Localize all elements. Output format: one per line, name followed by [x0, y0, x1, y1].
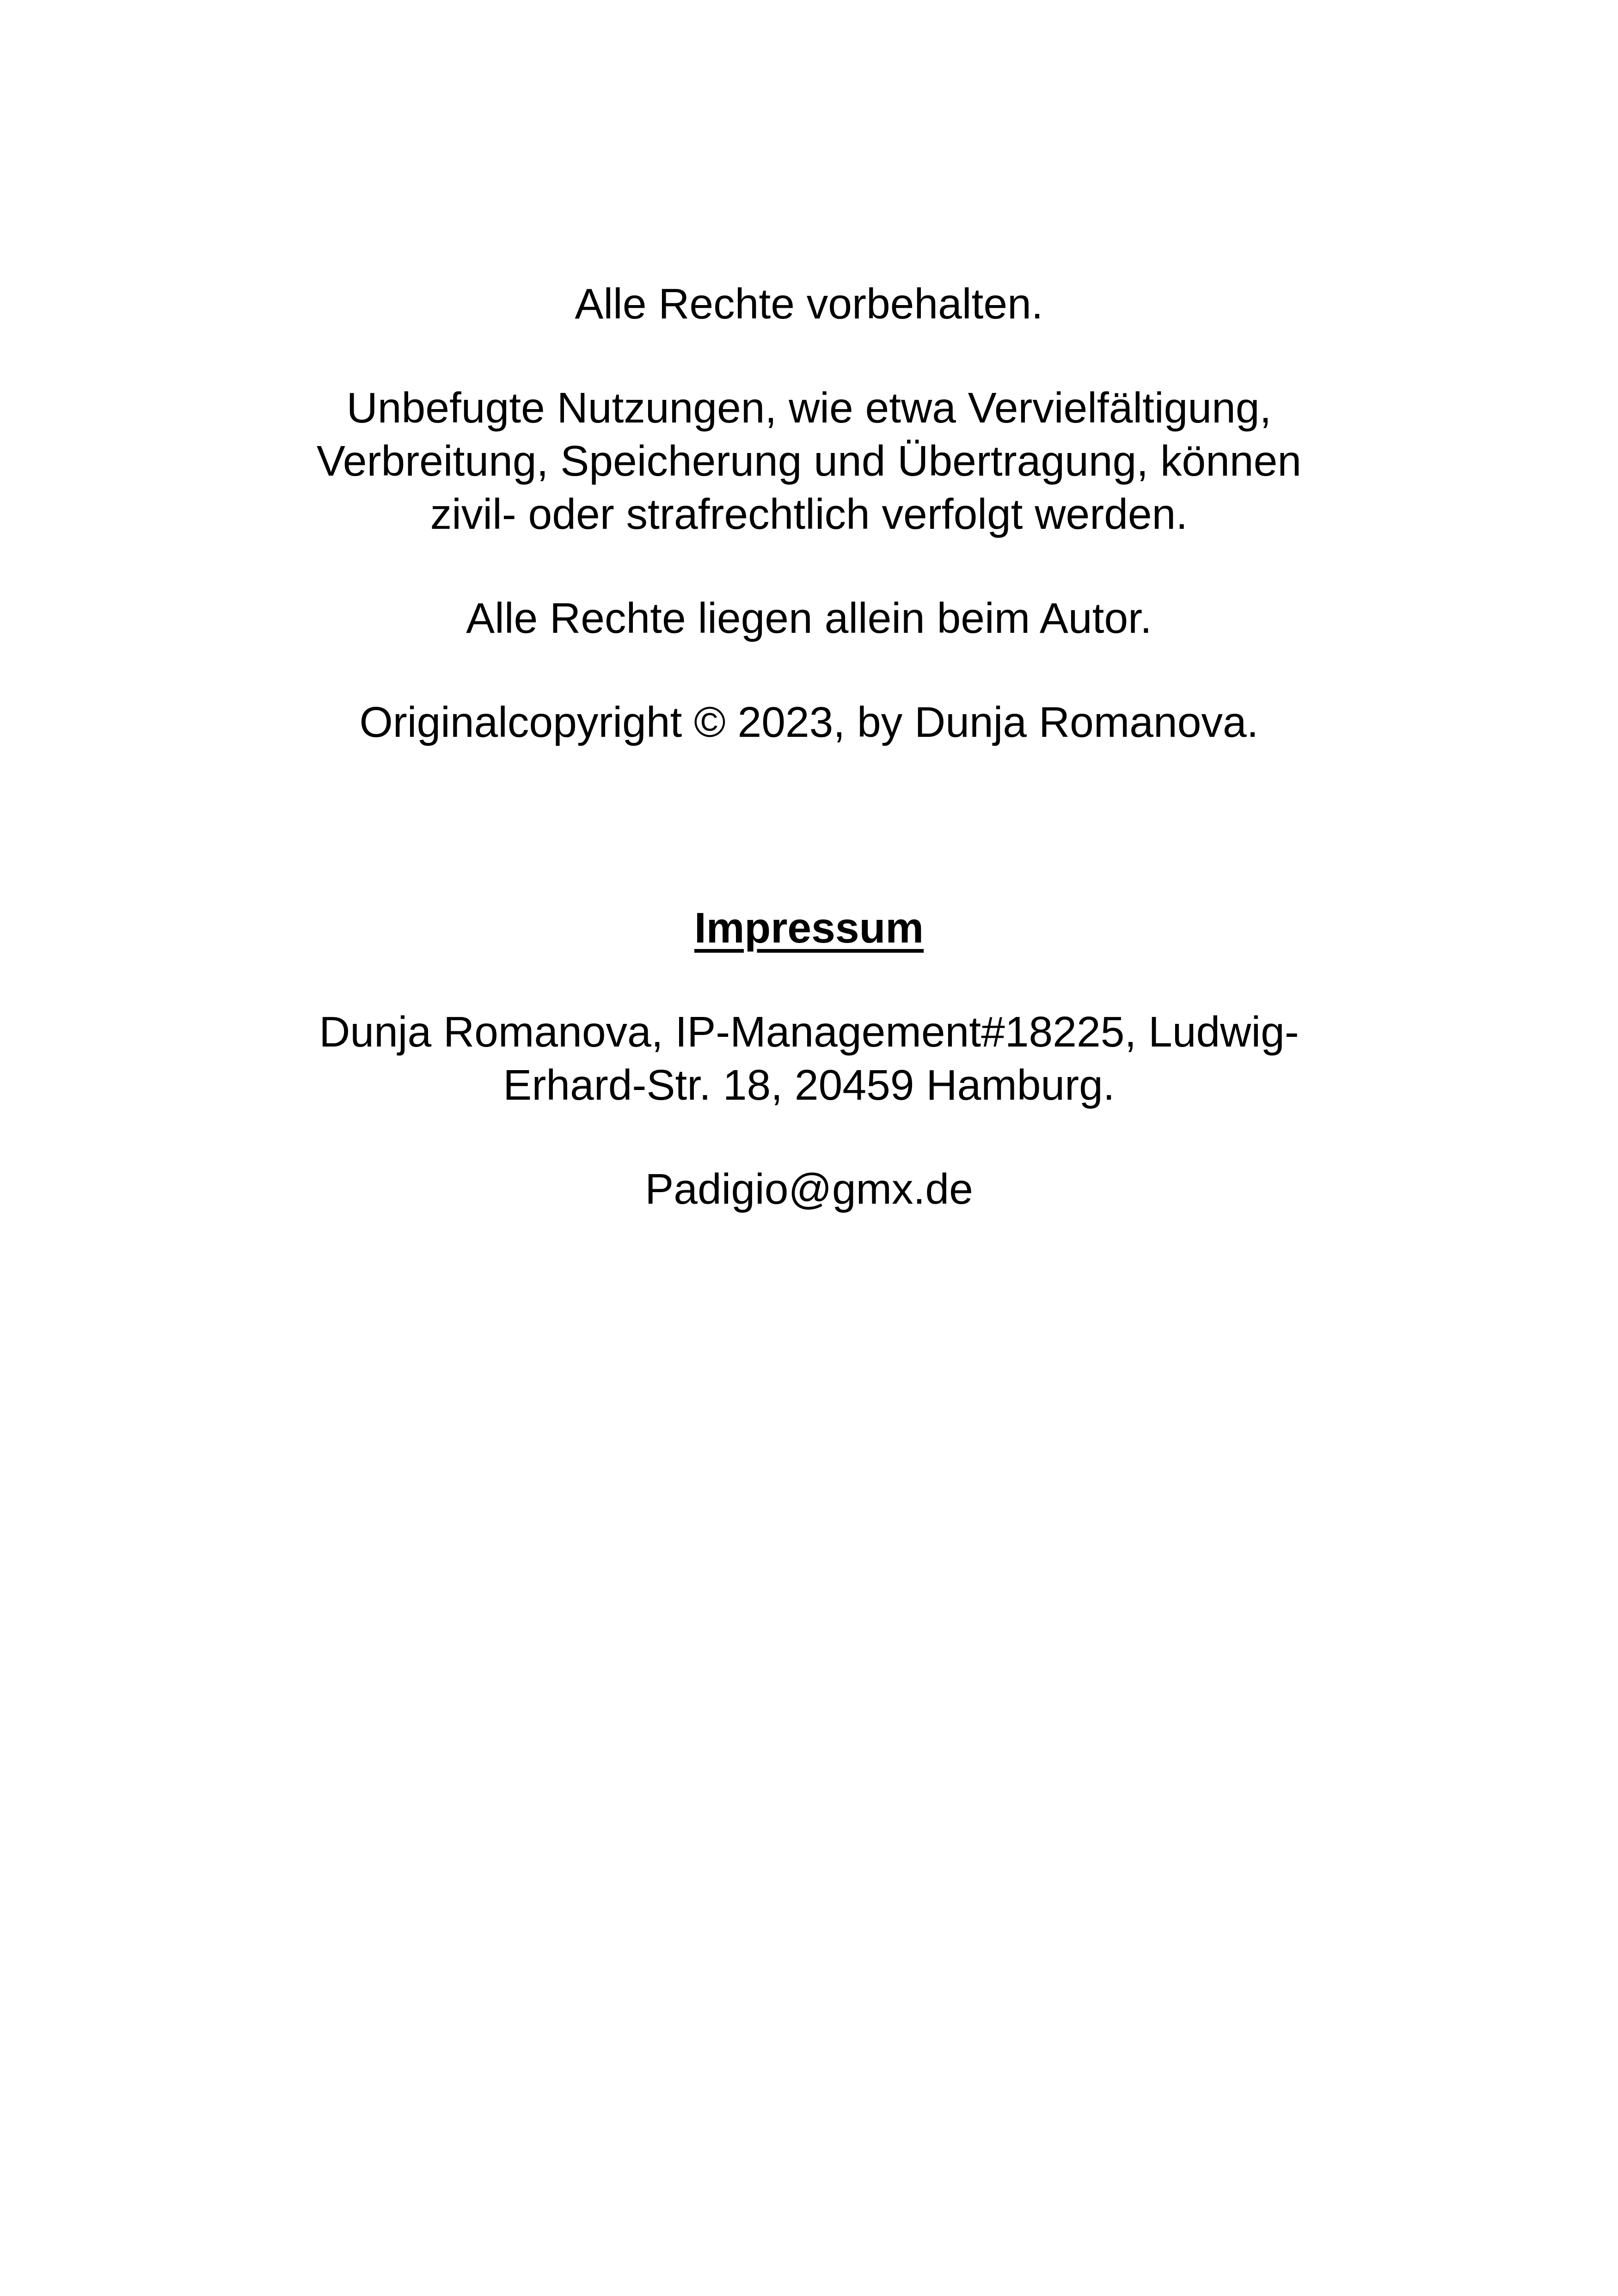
unauthorized-use-line-3: zivil- oder strafrechtlich verfolgt werden.	[430, 490, 1188, 538]
copyright-section	[0, 277, 1618, 1216]
unauthorized-use-line-1: Unbefugte Nutzungen, wie etwa Vervielfältigung,	[346, 384, 1272, 432]
copyright-notice: Originalcopyright © 2023, by Dunja Romanova.	[359, 698, 1259, 746]
rights-reserved-text: Alle Rechte vorbehalten.	[575, 280, 1043, 328]
impressum-address	[0, 1005, 1618, 1112]
address-line-1: Dunja Romanova, IP-Management#18225, Ludwig-	[319, 1008, 1299, 1056]
impressum-heading-block	[0, 901, 1618, 955]
address-line-2: Erhard-Str. 18, 20459 Hamburg.	[503, 1061, 1115, 1109]
impressum-heading: Impressum	[694, 904, 924, 952]
email-address: Padigio@gmx.de	[645, 1165, 973, 1213]
impressum-email	[0, 1163, 1618, 1216]
author-rights-text: Alle Rechte liegen allein beim Autor.	[466, 594, 1152, 642]
unauthorized-use-line-2: Verbreitung, Speicherung und Übertragung, können	[316, 437, 1302, 485]
unauthorized-use-text	[0, 381, 1618, 541]
